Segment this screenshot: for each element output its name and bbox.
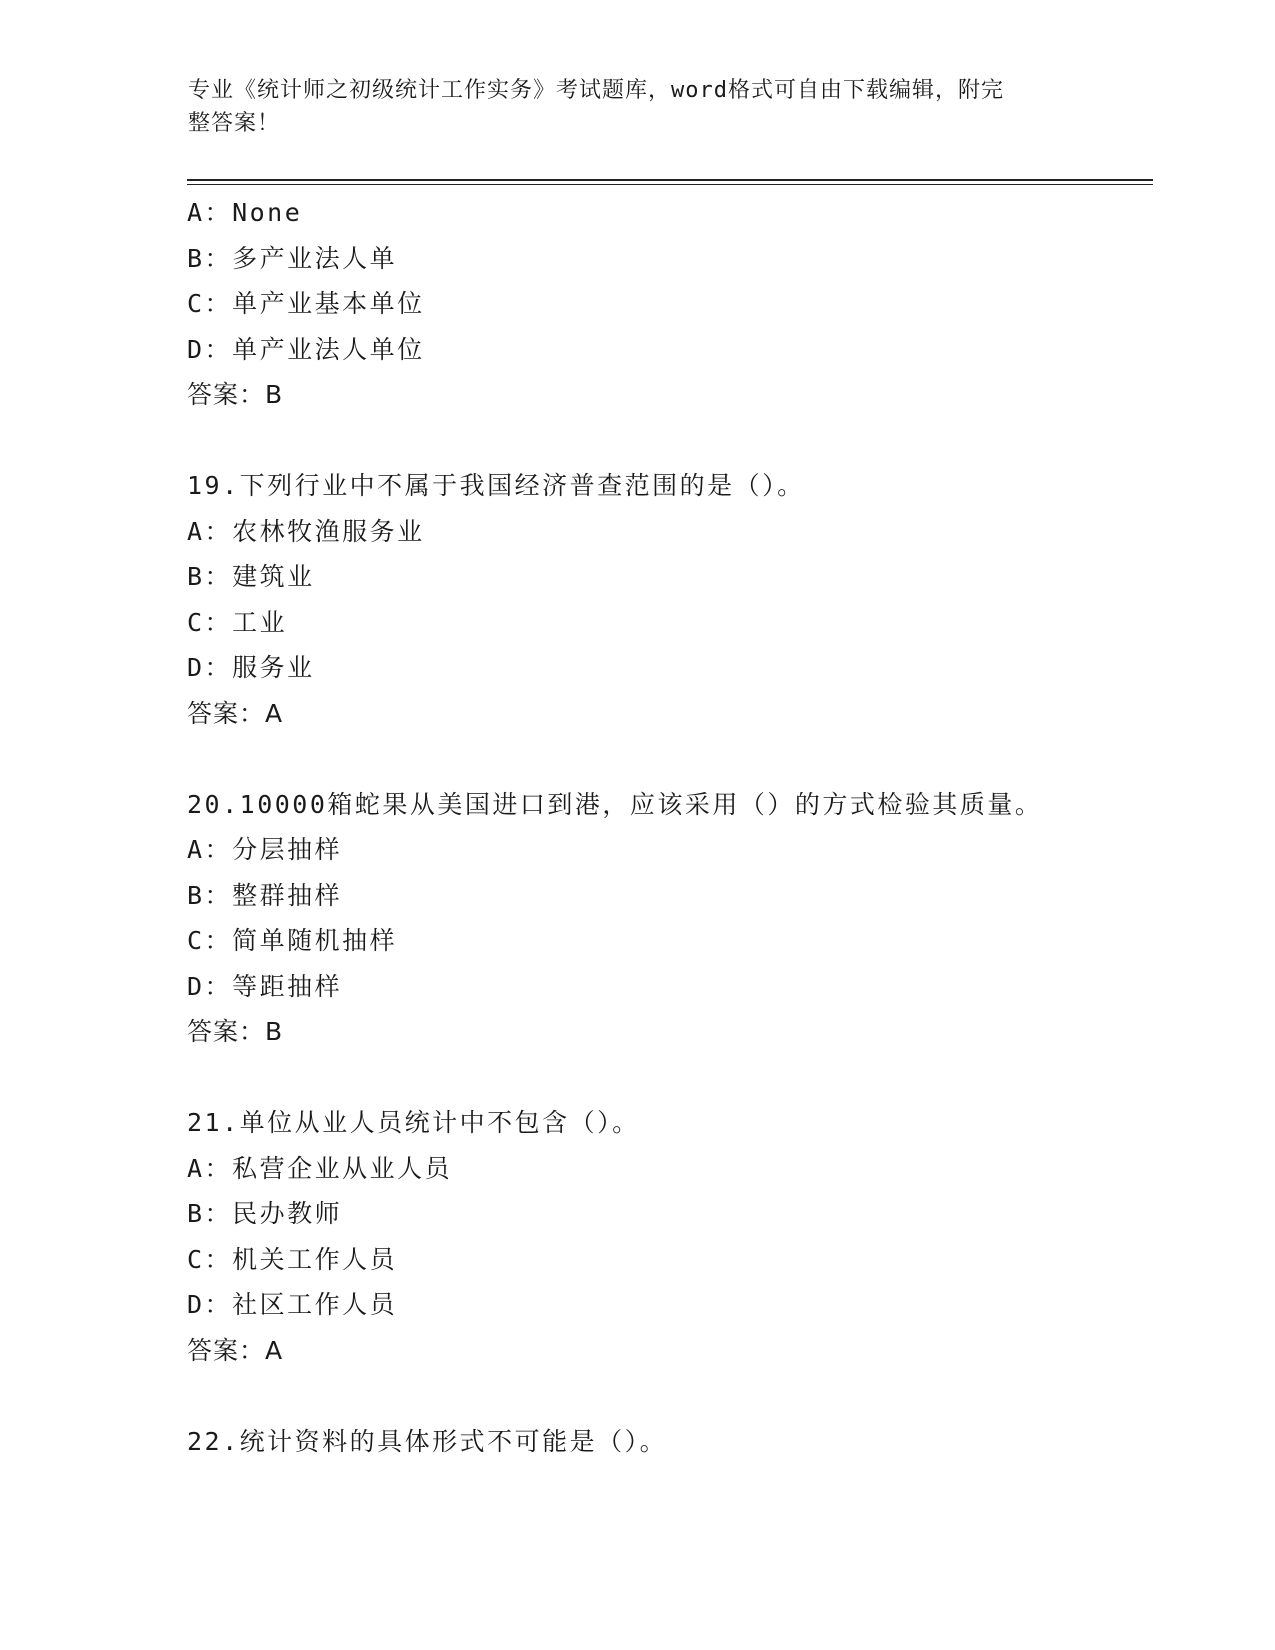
question-text: 22.统计资料的具体形式不可能是（）。 xyxy=(187,1426,668,1456)
option-c: C：单产业基本单位 xyxy=(187,289,425,318)
option-d: D：服务业 xyxy=(187,653,315,682)
header-line-1: 专业《统计师之初级统计工作实务》考试题库，word格式可自由下载编辑，附完 xyxy=(188,78,1004,103)
document-header xyxy=(188,74,1068,140)
option-c: C：简单随机抽样 xyxy=(187,926,398,955)
header-line-2: 整答案！ xyxy=(188,111,281,136)
option-c: C：工业 xyxy=(187,607,288,637)
question-text: 19.下列行业中不属于我国经济普查范围的是（）。 xyxy=(187,471,805,500)
answer: 答案：A xyxy=(187,698,284,728)
option-a: A：None xyxy=(187,198,303,227)
header-divider-thin xyxy=(187,184,1153,185)
question-block-19 xyxy=(187,463,1147,736)
answer: 答案：B xyxy=(187,1017,284,1046)
header-divider-thick xyxy=(187,179,1153,181)
option-a: A：农林牧渔服务业 xyxy=(187,516,425,546)
option-d: D：等距抽样 xyxy=(187,971,343,1001)
question-block-21 xyxy=(187,1100,1147,1373)
option-d: D：单产业法人单位 xyxy=(187,334,425,364)
option-c: C：机关工作人员 xyxy=(187,1244,398,1274)
option-a: A：分层抽样 xyxy=(187,835,343,864)
question-block-20 xyxy=(187,782,1147,1055)
question-block-18 xyxy=(187,190,1147,418)
option-d: D：社区工作人员 xyxy=(187,1290,398,1319)
question-block-22 xyxy=(187,1419,1147,1465)
option-b: B：整群抽样 xyxy=(187,880,343,910)
option-a: A：私营企业从业人员 xyxy=(187,1153,453,1183)
option-b: B：多产业法人单 xyxy=(187,243,398,273)
question-list xyxy=(187,190,1147,1464)
answer: 答案：A xyxy=(187,1335,284,1365)
question-text: 20.10000箱蛇果从美国进口到港，应该采用（）的方式检验其质量。 xyxy=(187,789,1043,819)
question-text: 21.单位从业人员统计中不包含（）。 xyxy=(187,1108,640,1137)
answer: 答案：B xyxy=(187,380,284,409)
option-b: B：民办教师 xyxy=(187,1199,343,1228)
option-b: B：建筑业 xyxy=(187,562,315,591)
